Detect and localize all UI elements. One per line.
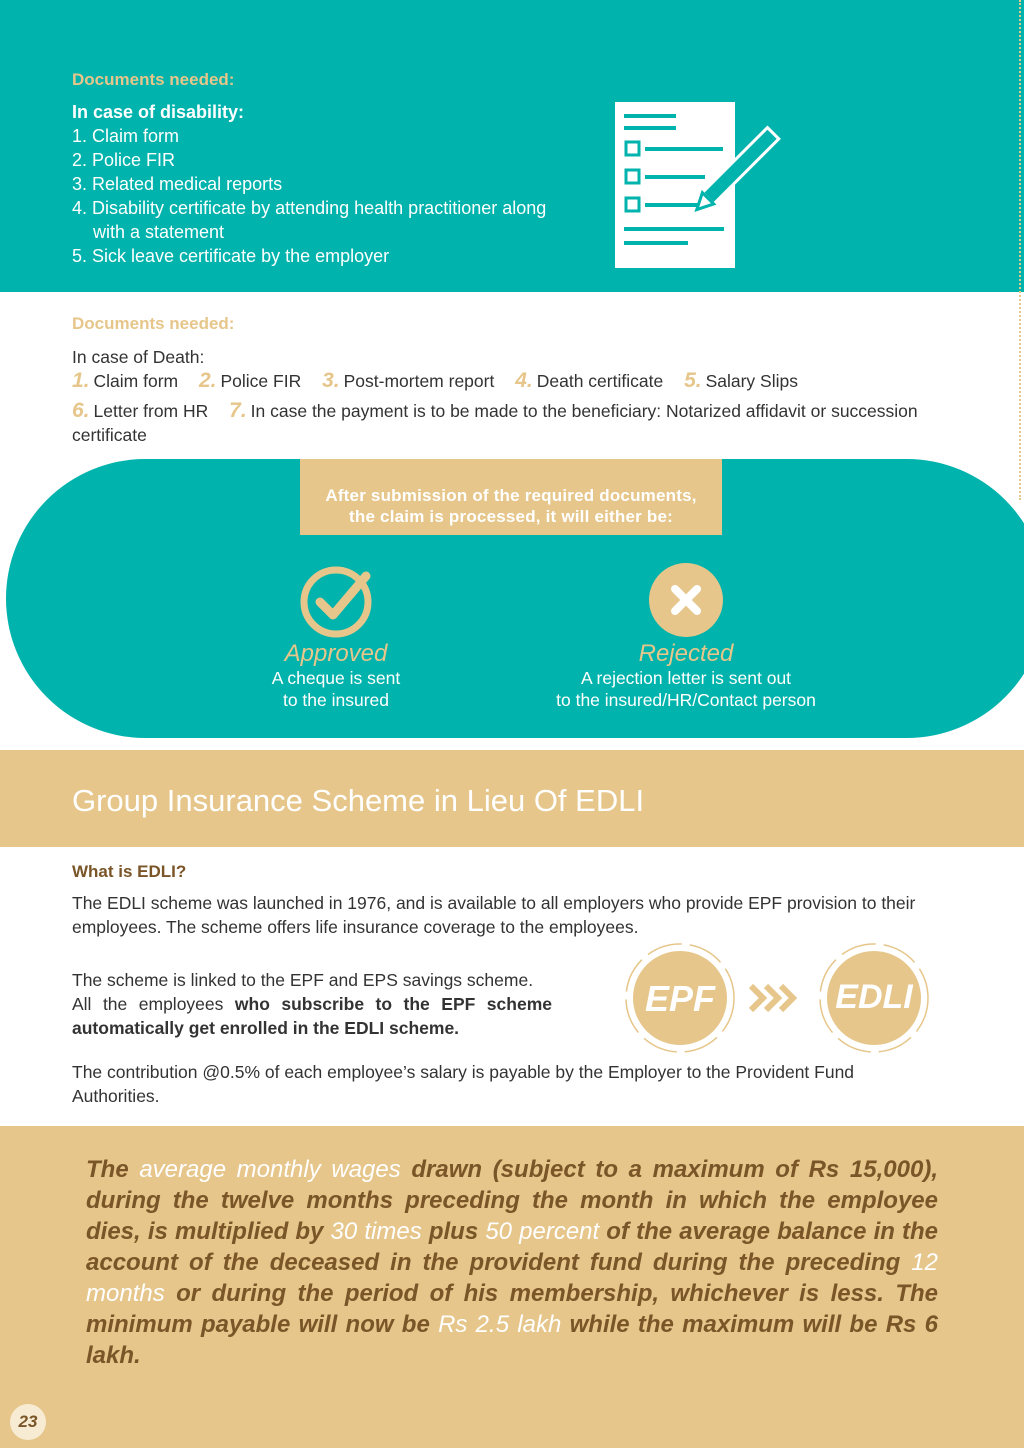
list-item: Salary Slips <box>705 371 798 391</box>
list-item: 5. Sick leave certificate by the employer <box>72 246 390 266</box>
approved-title: Approved <box>284 640 388 667</box>
quote-highlight: average monthly wages <box>139 1156 401 1183</box>
caption-line: After submission of the required documents, <box>325 486 697 505</box>
list-item: Post-mortem report <box>343 371 495 391</box>
x-circle-icon <box>648 562 724 638</box>
check-circle-icon <box>298 562 376 640</box>
list-item: 1. Claim form <box>72 126 180 146</box>
quote-highlight: Rs 2.5 lakh <box>438 1311 562 1338</box>
item-number: 7. <box>229 399 247 422</box>
epf-badge: EPF <box>644 978 715 1019</box>
death-intro: In case of Death: <box>72 347 205 367</box>
disability-subheading: In case of disability: <box>72 102 245 122</box>
death-row-2 <box>72 399 952 447</box>
paragraph-line <box>72 992 552 1016</box>
list-item: 2. Police FIR <box>72 150 176 170</box>
item-number: 2. <box>198 369 217 392</box>
list-item: Death certificate <box>536 371 664 391</box>
rejected-title: Rejected <box>638 640 734 667</box>
list-item: Letter from HR <box>93 401 209 421</box>
section-title: Group Insurance Scheme in Lieu Of EDLI <box>72 783 645 818</box>
quote-highlight: 12 months <box>86 1249 938 1307</box>
paragraph-line: automatically get enrolled in the EDLI scheme. <box>72 1018 460 1038</box>
quote-text: plus <box>421 1218 486 1245</box>
process-caption <box>300 459 722 535</box>
benefit-formula-text <box>86 1154 938 1371</box>
list-item: 3. Related medical reports <box>72 174 283 194</box>
quote-text: or during the period of his membership, whichever is less. The minimum payable will now be <box>86 1280 938 1338</box>
item-number: 4. <box>515 369 533 392</box>
quote-text: The <box>86 1156 140 1183</box>
item-number: 5. <box>684 369 702 392</box>
quote-text: drawn (subject to a maximum of Rs 15,000), during the twelve months preceding the month in which the employee dies, is multiplied by <box>86 1156 938 1245</box>
bold-text: who subscribe to the EPF scheme <box>234 994 552 1014</box>
approved-description <box>216 667 456 711</box>
list-item: Claim form <box>93 371 179 391</box>
edli-heading: What is EDLI? <box>72 862 187 881</box>
description-line: A cheque is sent <box>271 668 401 688</box>
list-item: In case the payment is to be made to the beneficiary: Notarized affidavit or succession certificate <box>72 401 918 445</box>
quote-highlight: 30 times <box>330 1218 422 1245</box>
description-line: A rejection letter is sent out <box>580 668 792 688</box>
list-item: 4. Disability certificate by attending health practitioner along with a statement <box>72 198 547 242</box>
quote-text: while the maximum will be Rs 6 lakh. <box>86 1311 938 1369</box>
item-number: 1. <box>72 369 90 392</box>
triple-chevron-right-icon <box>751 986 793 1010</box>
list-item: Police FIR <box>220 371 302 391</box>
description-line: to the insured <box>282 690 390 710</box>
quote-highlight: 50 percent <box>485 1218 600 1245</box>
disability-docs-heading: Documents needed: <box>72 70 235 89</box>
edli-paragraph-3: The contribution @0.5% of each employee’s salary is payable by the Employer to the Provident Fund Authorities. <box>72 1062 855 1106</box>
rejected-description <box>516 667 856 711</box>
plain-text: All the employees <box>72 994 235 1014</box>
checklist-pen-icon <box>612 100 792 272</box>
edge-decoration <box>1019 0 1024 500</box>
death-docs-heading: Documents needed: <box>72 314 235 333</box>
quote-text: of the average balance in the account of the deceased in the provident fund during the preceding <box>86 1218 939 1276</box>
page-number: 23 <box>10 1404 46 1440</box>
edli-badge: EDLI <box>835 978 913 1016</box>
caption-line: the claim is processed, it will either be: <box>349 507 673 526</box>
item-number: 6. <box>72 399 90 422</box>
edli-paragraph-1: The EDLI scheme was launched in 1976, and is available to all employers who provide EPF provision to their employees. The scheme offers life insurance coverage to the employees. <box>72 893 916 937</box>
death-row-1 <box>72 369 952 393</box>
edli-paragraph-2 <box>72 968 552 1040</box>
disability-docs-list <box>72 100 572 268</box>
description-line: to the insured/HR/Contact person <box>556 690 816 710</box>
death-docs-list <box>72 345 952 447</box>
item-number: 3. <box>322 369 340 392</box>
paragraph-line: The scheme is linked to the EPF and EPS savings scheme. <box>72 970 534 990</box>
